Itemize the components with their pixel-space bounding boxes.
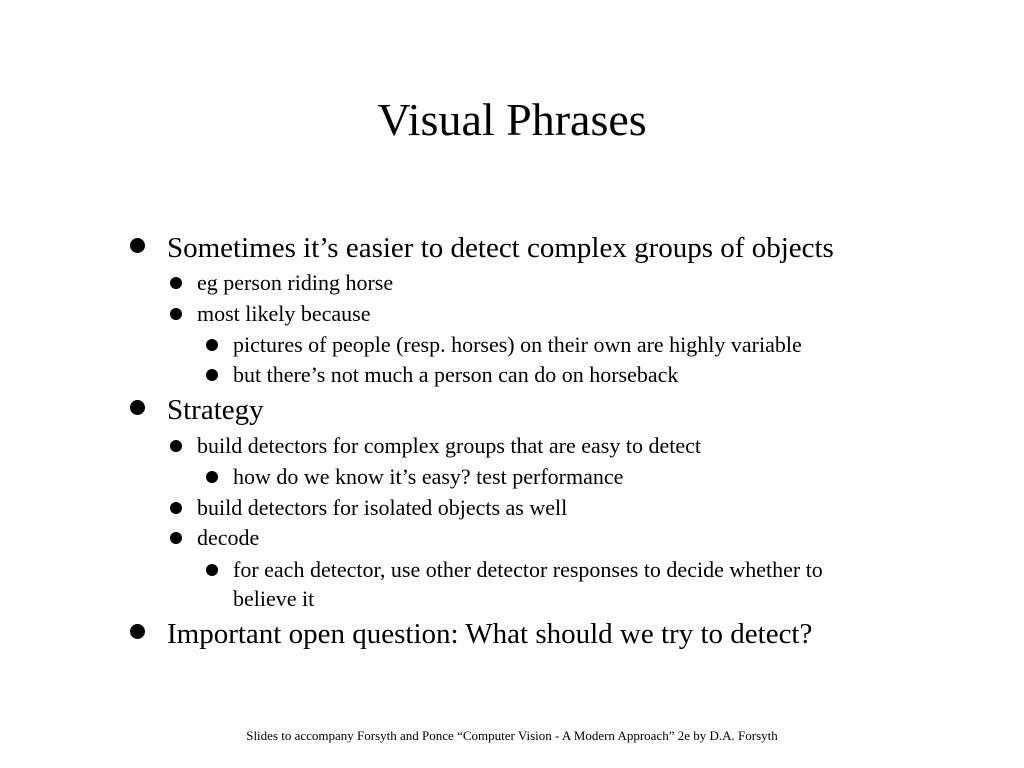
bullet-text: build detectors for complex groups that are easy to detect	[197, 433, 701, 458]
bullet-icon	[170, 502, 182, 514]
slide-title: Visual Phrases	[377, 94, 647, 145]
bullet-text: believe it	[233, 586, 315, 611]
bullet-icon	[130, 238, 145, 253]
bullet-text: Important open question: What should we try to detect?	[167, 618, 813, 650]
slide-footer: Slides to accompany Forsyth and Ponce “Computer Vision - A Modern Approach” 2e by D.A. Forsyth	[246, 728, 778, 743]
bullet-text: pictures of people (resp. horses) on their own are highly variable	[233, 332, 802, 357]
bullet-icon	[170, 440, 182, 452]
bullet-icon	[170, 308, 182, 320]
bullet-icon	[130, 400, 145, 415]
bullet-text: eg person riding horse	[197, 270, 394, 295]
bullet-text: Sometimes it’s easier to detect complex groups of objects	[167, 232, 834, 264]
bullet-text: build detectors for isolated objects as well	[197, 495, 568, 520]
bullet-text: how do we know it’s easy? test performance	[233, 464, 624, 489]
bullet-icon	[206, 564, 218, 576]
bullet-text: Strategy	[167, 394, 264, 426]
bullet-icon	[130, 624, 145, 639]
bullet-icon	[170, 532, 182, 544]
bullet-text: but there’s not much a person can do on horseback	[233, 362, 679, 387]
bullet-text: decode	[197, 525, 260, 550]
bullet-text: most likely because	[197, 301, 371, 326]
bullet-text: for each detector, use other detector responses to decide whether to	[233, 557, 823, 582]
bullet-icon	[206, 471, 218, 483]
bullet-icon	[206, 339, 218, 351]
bullet-icon	[206, 369, 218, 381]
bullet-icon	[170, 277, 182, 289]
